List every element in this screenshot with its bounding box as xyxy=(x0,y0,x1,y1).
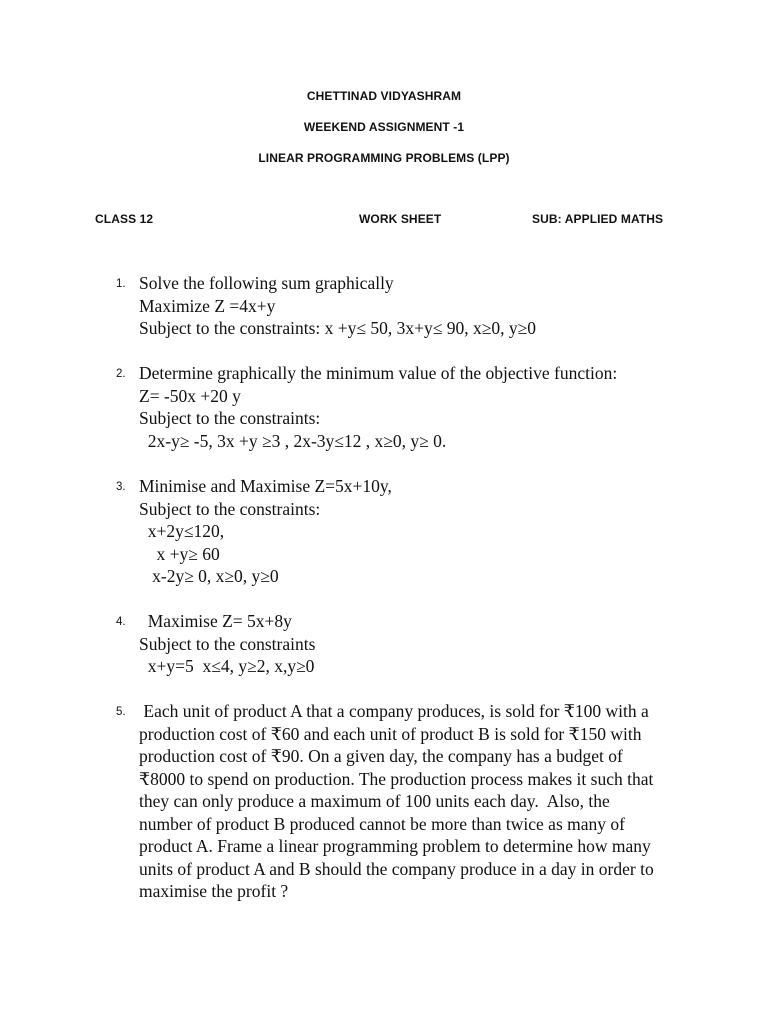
question-line: Subject to the constraints: xyxy=(139,408,321,428)
assignment-title: WEEKEND ASSIGNMENT -1 xyxy=(303,120,465,134)
question-line: Subject to the constraints: xyxy=(139,498,321,519)
question-line: x-2y≥ 0, x≥0, y≥0 xyxy=(139,566,279,586)
question-line: units of product A and B should the company produce in a day in order to xyxy=(139,858,654,879)
question-line: x+y=5 x≤4, y≥2, x,y≥0 xyxy=(139,656,315,676)
class-label: CLASS 12 xyxy=(95,212,154,226)
question-number: 3. xyxy=(116,481,126,493)
topic-title: LINEAR PROGRAMMING PROBLEMS (LPP) xyxy=(258,151,510,165)
question-line: maximise the profit ? xyxy=(139,881,289,901)
school-name: CHETTINAD VIDYASHRAM xyxy=(306,89,462,103)
question-3 xyxy=(139,475,392,588)
question-line: Each unit of product A that a company produces, is sold for ₹100 with a xyxy=(139,701,649,721)
question-line: x+2y≤120, xyxy=(139,521,225,541)
question-line: Solve the following sum graphically xyxy=(139,273,394,293)
question-number: 1. xyxy=(116,278,126,290)
question-line: Maximise Z= 5x+8y xyxy=(139,611,292,631)
question-number: 5. xyxy=(116,706,126,718)
question-1 xyxy=(139,272,536,340)
question-number: 4. xyxy=(116,616,126,628)
question-line: Subject to the constraints xyxy=(139,633,316,654)
question-number: 2. xyxy=(116,368,126,380)
question-line: Maximize Z =4x+y xyxy=(139,295,276,316)
question-line: 2x-y≥ -5, 3x +y ≥3 , 2x-3y≤12 , x≥0, y≥ 0. xyxy=(139,430,447,451)
question-line: Z= -50x +20 y xyxy=(139,385,241,406)
question-line: Minimise and Maximise Z=5x+10y, xyxy=(139,476,392,496)
question-2 xyxy=(139,362,617,452)
worksheet-label: WORK SHEET xyxy=(359,212,442,226)
question-line: product A. Frame a linear programming problem to determine how many xyxy=(139,836,651,856)
question-line: production cost of ₹60 and each unit of product B is sold for ₹150 with xyxy=(139,723,642,744)
question-line: Determine graphically the minimum value of the objective function: xyxy=(139,363,618,383)
question-line: production cost of ₹90. On a given day, the company has a budget of xyxy=(139,746,623,766)
question-line: Subject to the constraints: x +y≤ 50, 3x+y≤ 90, x≥0, y≥0 xyxy=(139,318,536,338)
question-line: x +y≥ 60 xyxy=(139,543,220,564)
question-line: they can only produce a maximum of 100 units each day. Also, the xyxy=(139,791,610,811)
question-5 xyxy=(139,700,654,903)
subject-label: SUB: APPLIED MATHS xyxy=(532,212,664,226)
question-line: number of product B produced cannot be more than twice as many of xyxy=(139,813,625,834)
question-line: ₹8000 to spend on production. The production process makes it such that xyxy=(139,768,654,789)
question-4 xyxy=(139,610,315,678)
